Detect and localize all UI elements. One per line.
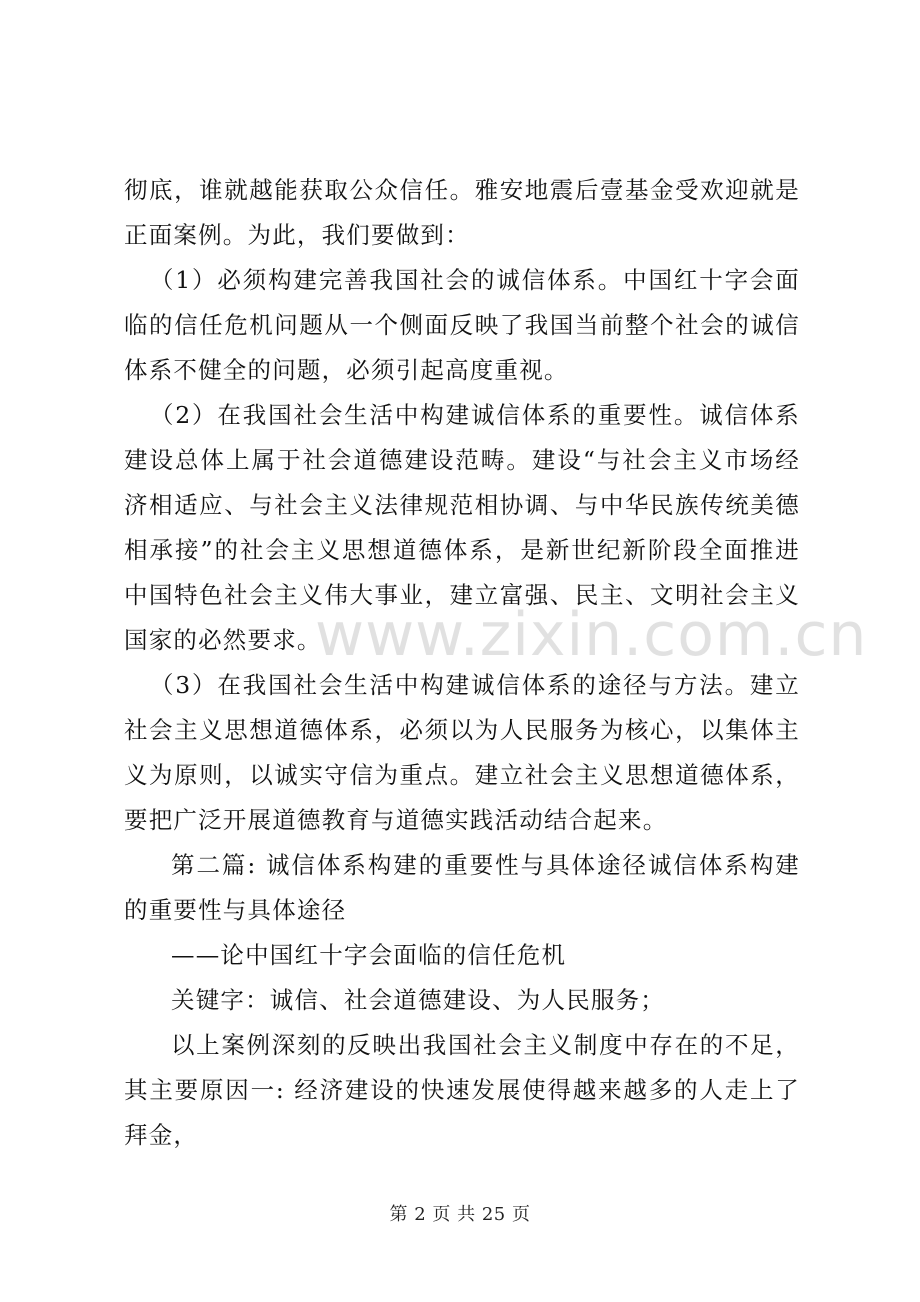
page-number-footer: 第 2 页 共 25 页	[389, 1204, 531, 1225]
section-subtitle: ——论中国红十字会面临的信任危机	[171, 941, 567, 969]
watermark: www.zixin.com.cn	[315, 600, 868, 670]
paragraph-point-3: （3）在我国社会生活中构建诚信体系的途径与方法。建立社会主义思想道德体系，必须以为人民服务为核心，以集体主义为原则，以诚实守信为重点。建立社会主义思想道德体系，要把广泛开展道德教育与道德实践活动结合起来。	[124, 671, 800, 834]
paragraph-point-1: （1）必须构建完善我国社会的诚信体系。中国红十字会面临的信任危机问题从一个侧面反映了我国当前整个社会的诚信体系不健全的问题，必须引起高度重视。	[124, 266, 800, 384]
keywords-line: 关键字：诚信、社会道德建设、为人民服务；	[171, 986, 665, 1014]
paragraph-point-2: （2）在我国社会生活中构建诚信体系的重要性。诚信体系建设总体上属于社会道德建设范畴。建设“与社会主义市场经济相适应、与社会主义法律规范相协调、与中华民族传统美德相承接”的社会主义思想道德体系，是新世纪新阶段全面推进中国特色社会主义伟大事业，建立富强、民主、文明社会主义国家的必然要求。	[124, 401, 800, 654]
section-heading: 第二篇: 诚信体系构建的重要性与具体途径诚信体系构建的重要性与具体途径	[124, 851, 800, 924]
paragraph-continuation: 彻底，谁就越能获取公众信任。雅安地震后壹基金受欢迎就是正面案例。为此，我们要做到：	[124, 176, 800, 249]
document-body	[124, 168, 800, 1158]
paragraph-analysis: 以上案例深刻的反映出我国社会主义制度中存在的不足，其主要原因一: 经济建设的快速发展使得越来越多的人走上了拜金，	[124, 1031, 800, 1149]
